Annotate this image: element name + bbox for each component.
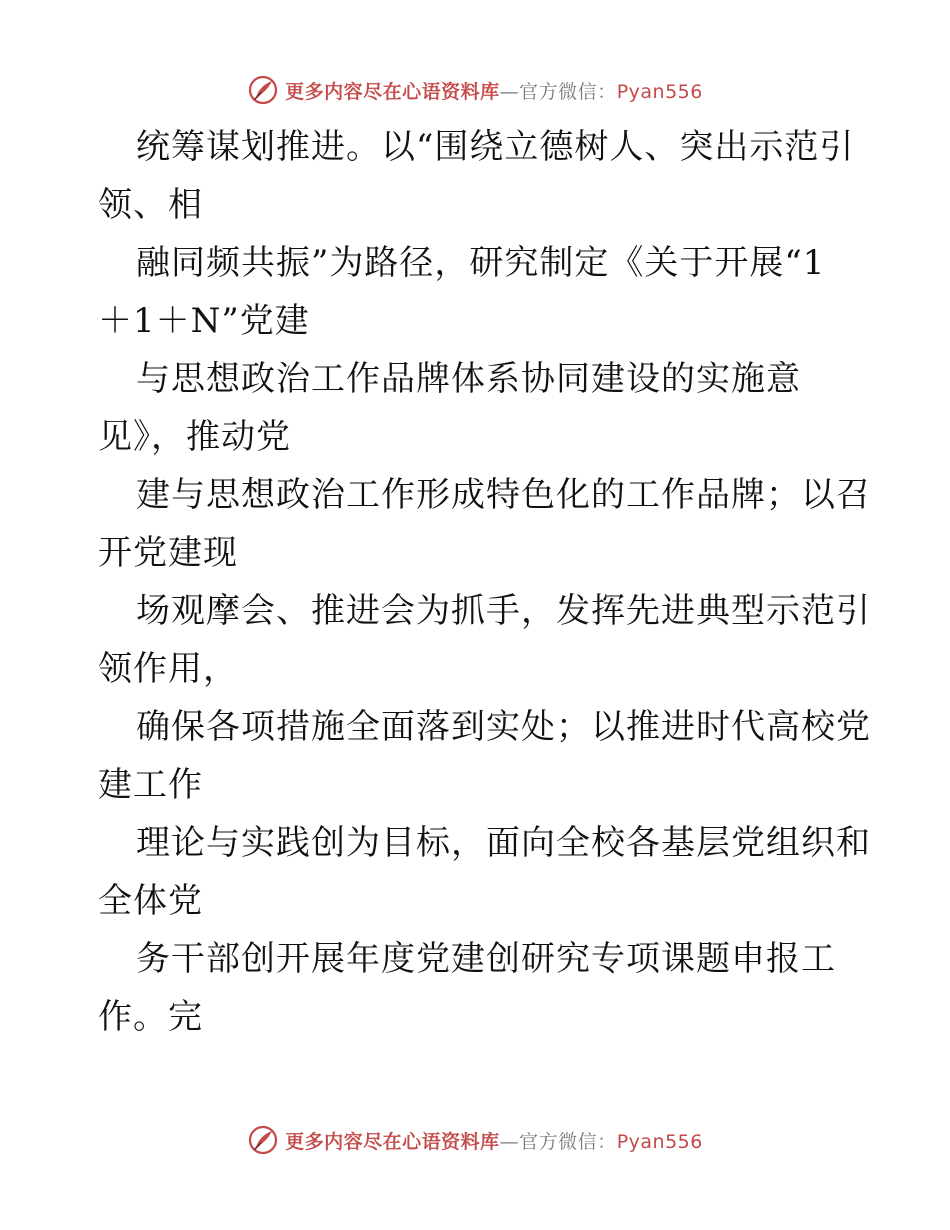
text-line: ＋1＋N”党建 — [98, 301, 310, 341]
text-line: 确保各项措施全面落到实处；以推进时代高校党 — [136, 707, 871, 747]
text-line: 与思想政治工作品牌体系协同建设的实施意 — [136, 359, 801, 399]
text-line: 开党建现 — [98, 533, 238, 573]
text-line: 领、相 — [98, 185, 203, 225]
watermark-brand-text: 更多内容尽在心语资料库 — [285, 80, 500, 103]
text-line: 建工作 — [98, 765, 203, 805]
text-line: 场观摩会、推进会为抓手，发挥先进典型示范引 — [136, 591, 871, 631]
watermark-text — [285, 1127, 703, 1154]
watermark-label: 官方微信： — [519, 1130, 617, 1153]
text-line: 见》，推动党 — [98, 417, 291, 457]
watermark-separator: — — [499, 80, 520, 103]
header-watermark — [0, 70, 950, 110]
text-line: 全体党 — [98, 881, 203, 921]
text-line: 作。完 — [98, 997, 203, 1037]
watermark-label: 官方微信： — [519, 80, 617, 103]
footer-watermark — [0, 1120, 950, 1160]
watermark-brand-text: 更多内容尽在心语资料库 — [285, 1130, 500, 1153]
text-line: 理论与实践创为目标，面向全校各基层党组织和 — [136, 823, 871, 863]
text-line: 领作用， — [98, 649, 238, 689]
watermark-wechat-id: Pyan556 — [616, 1130, 703, 1153]
text-line: 统筹谋划推进。以“围绕立德树人、突出示范引 — [136, 127, 855, 167]
watermark-separator: — — [499, 1130, 520, 1153]
text-line: 融同频共振”为路径，研究制定《关于开展“1 — [136, 243, 826, 283]
feather-pen-logo-icon — [247, 1124, 279, 1156]
text-line: 建与思想政治工作形成特色化的工作品牌；以召 — [136, 475, 871, 515]
feather-pen-logo-icon — [247, 74, 279, 106]
watermark-text — [285, 77, 703, 104]
watermark-wechat-id: Pyan556 — [616, 80, 703, 103]
text-line: 务干部创开展年度党建创研究专项课题申报工 — [136, 939, 836, 979]
